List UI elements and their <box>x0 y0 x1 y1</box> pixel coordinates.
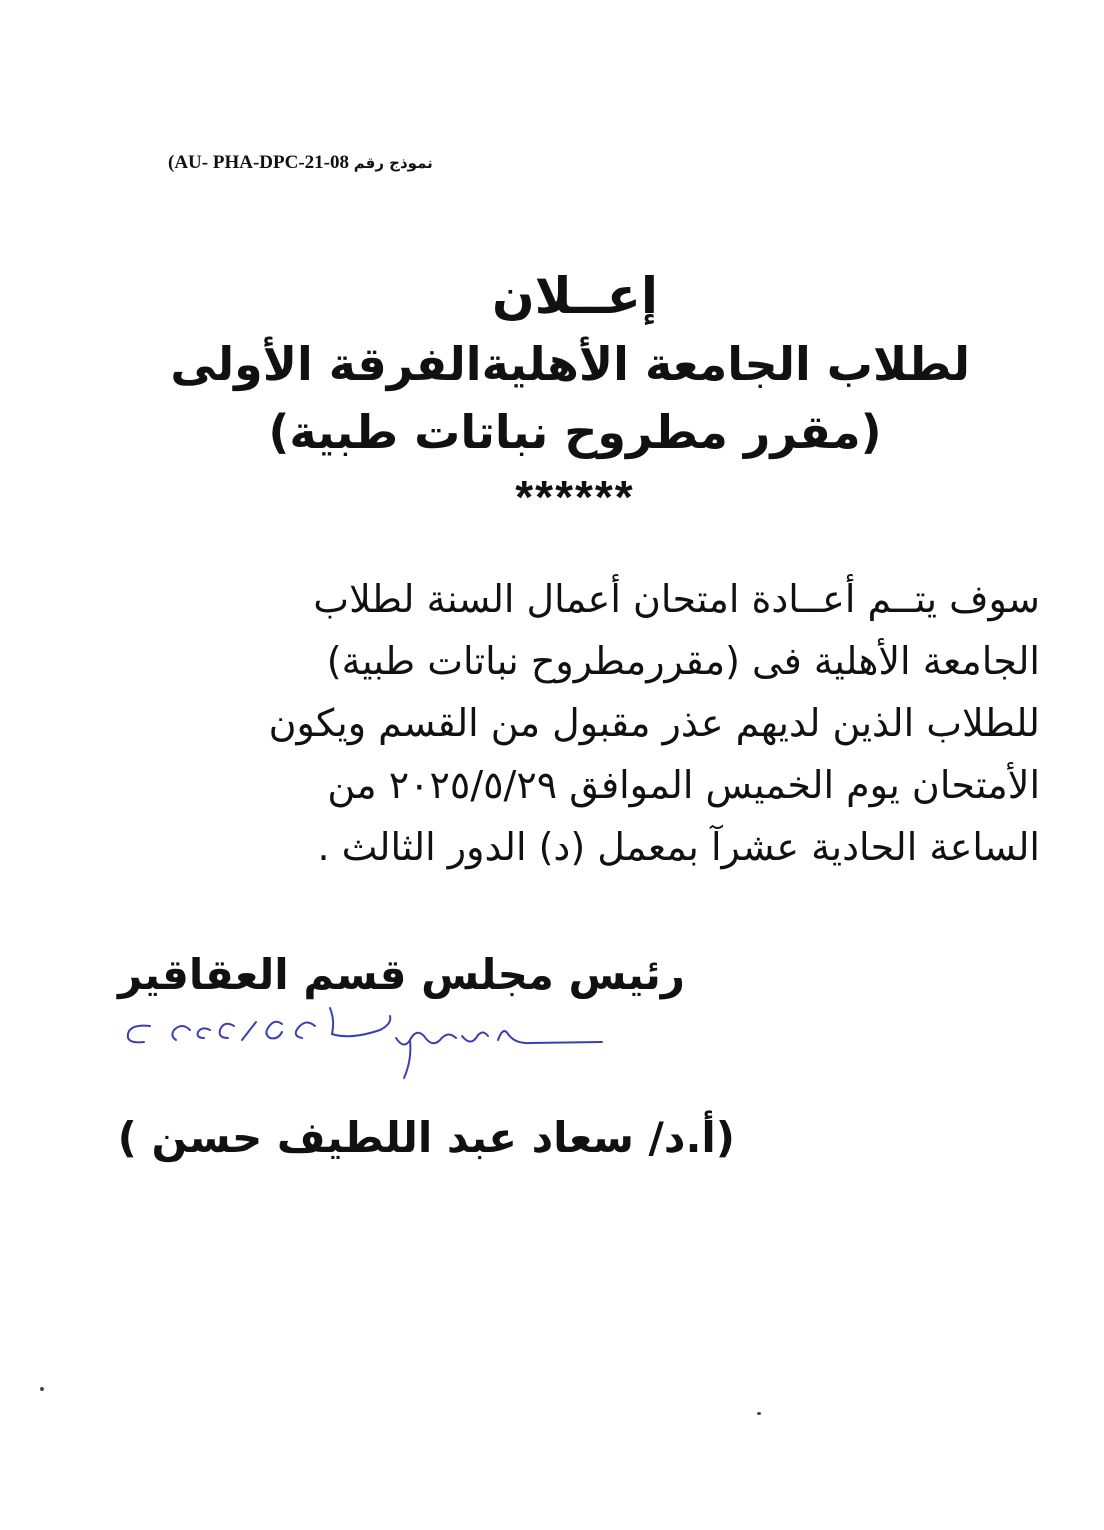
signatory-name: (أ.د/ سعاد عبد اللطيف حسن ) <box>117 1113 735 1162</box>
signatory-title: رئيس مجلس قسم العقاقير <box>118 950 685 999</box>
body-line-4: الأمتحان يوم الخميس الموافق ٢٠٢٥/٥/٢٩ من <box>327 763 1040 807</box>
body-line-2: الجامعة الأهلية فى (مقررمطروح نباتات طبية) <box>326 639 1040 683</box>
announcement-body <box>205 568 1040 878</box>
handwritten-signature <box>110 1000 610 1090</box>
form-code: (AU- PHA-DPC-21-08 <box>168 152 349 173</box>
scan-speck <box>757 1412 761 1415</box>
body-line-3: للطلاب الذين لديهم عذر مقبول من القسم ويكون <box>268 701 1040 745</box>
announcement-title: إعــلان <box>491 267 659 325</box>
announcement-heading <box>170 262 970 523</box>
form-number <box>168 152 558 174</box>
form-label: نموذج رقم <box>353 154 433 172</box>
body-line-5: الساعة الحادية عشرآ بمعمل (د) الدور الثالث . <box>317 825 1040 869</box>
body-line-1: سوف يتــم أعــادة امتحان أعمال السنة لطلاب <box>313 577 1040 621</box>
announcement-audience: لطلاب الجامعة الأهليةالفرقة الأولى <box>170 337 970 391</box>
announcement-course: (مقرر مطروح نباتات طبية) <box>268 405 882 459</box>
scan-speck <box>40 1387 44 1391</box>
stars-divider: ****** <box>515 471 635 523</box>
